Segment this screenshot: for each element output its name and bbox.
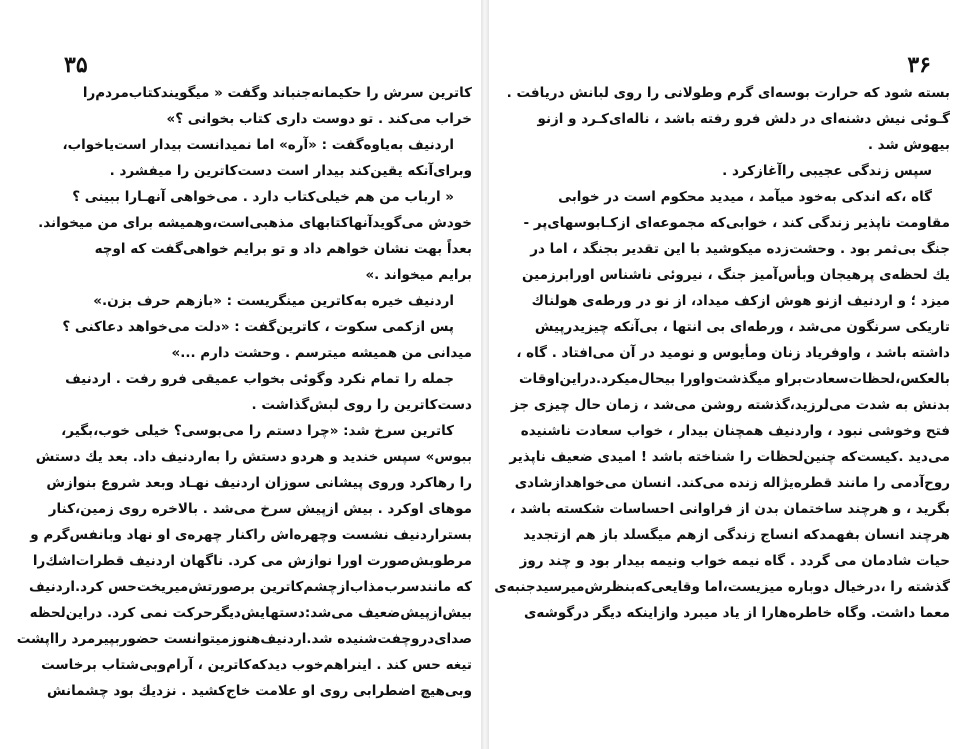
text-line: برايم ميخواند .» [365,267,472,283]
text-line: داشته باشد ، واوفرياد زنان ومأيوس و نوميد در آن می‌افتاد . گاه ، [516,345,950,361]
text-line: هرچند انسان بفهمدكه انساج زندگی ازهم ميگسلد باز هم ازتجديد [523,527,950,543]
text-line: گـوئی نيش دشنه‌ای در دلش فرو رفته باشد ، ناله‌ای‌كـرد و ازنو [537,111,950,127]
text-line: صدای‌دروچفت‌شنيده شد.اردنيف‌هنوزميتوانست حضوربپيرمرد رااپشت [16,631,472,647]
text-line: بستراردنيف نشست وچهره‌اش راكنار چهره‌ی او نهاد وبانفس‌گرم و [30,527,472,543]
text-line: خودش می‌گويدآنها‌كتابهای مذهبی‌است،وهميشه برای من ميخواند. [38,215,472,231]
text-line: كاترين سرش را حكيمانه‌جنباند وگفت « ميگويندكتاب‌مردم‌را [82,85,472,101]
text-line: روح‌آدمی را مانند قطره‌یژاله زنده می‌كند. انسان می‌خواهدازشادی [514,475,950,491]
text-line: بيش‌ازپيش‌ضعيف می‌شد:دستهايش‌ديگرحركت نمی كرد. دراين‌لحظه [29,605,472,621]
text-line: جنگ بی‌ثمر بود . وحشت‌زده ميكوشيد با اين تقدير بجنگد ، اما در [530,241,950,257]
right-page [488,0,961,749]
text-line: بدنش به شدت می‌لرزيد،گذشته روشن می‌شد ، زمان حال چيزی جز [511,397,950,413]
text-line: معما داشت. وگاه خاطره‌هارا از ياد ميبرد وازاينكه ديگر درگوشه‌ی [524,605,950,621]
text-line: دست‌كاترين را روی لبش‌گذاشت . [251,397,472,413]
text-line: اردنيف به‌ياوه‌گفت : «آره» اما نميدانست بيدار است‌ياخواب، [62,137,454,153]
text-line: سپس زندگی عجيبی راآغازكرد . [722,163,932,179]
text-line: گذشته را ،درخيال دوباره ميزيست،اما وقايعی‌كه‌بنظرش‌ميرسيدجنبه‌ی [494,579,950,595]
text-line: را رهاكرد وروی پيشانی سوزان اردنيف نهـاد وبعد شروع بنوازش [46,475,472,491]
text-line: بگريد ، و هرچند ساختمان بدن از فراوانی احساسات شكسته باشد ، [510,501,950,517]
text-line: يك لحظه‌ی پرهيجان وبأس‌آميز جنگ ، نيروئی ناشناس اورابرزمين [521,267,950,283]
text-line: ببوس» سپس خنديد و هردو دستش را به‌اردنيف داد. بعد يك دستش [35,449,472,465]
text-line: ميزد ؛ و اردنيف ازنو هوش ازكف ميداد، از نو در ورطه‌ی هولناك [531,293,950,309]
text-line: بسته شود كه حرارت بوسه‌ای گرم وطولانی را روی لبانش دريافت . [506,85,950,101]
text-line: خراب می‌كند . تو دوست داری كتاب بخوانی ؟» [166,111,472,127]
text-line: پس ازكمی سكوت ، كاترين‌گفت : «دلت می‌خواهد دعاكنی ؟ [62,319,454,335]
text-line: تاريكی سرنگون می‌شد ، ورطه‌ای بی انتها ، بی‌آنكه چيزیدرپيش [534,319,950,335]
text-line: حيات شادمان می گردد . گاه نيمه خواب ونيمه بيدار بود و چند روز [519,553,950,569]
page-number: ۳۵ [64,52,88,78]
text-line: « ارباب من هم خيلی‌كتاب دارد . می‌خواهی آنهـا‌را ببينی ؟ [72,189,454,205]
text-line: مرطوبش‌صورت اورا نوازش می كرد. ناگهان اردنيف قطرات‌اشك‌را [32,553,472,569]
text-line: كه مانندسرب‌مذاب‌ازچشم‌كاترين برصورتش‌ميريخت‌حس كرد.اردنيف [29,579,472,595]
text-line: كاترين سرخ شد: «چرا دستم را می‌بوسی؟ خيلی خوب،بگير، [61,423,454,439]
text-line: بالعكس،لحظات‌سعادت‌براو ميگذشت‌واورا بيحال‌ميكرد.دراين‌اوقات [518,371,950,387]
text-line: اردنيف خيره به‌كاترين مينگريست : «بازهم حرف بزن.» [93,293,454,309]
page-body [494,80,950,626]
page-number: ۳۶ [907,52,931,78]
text-line: مقاومت ناپذير زندگی كند ، خوابی‌كه مجموعه‌ای ازكـابوسهای‌پر - [523,215,950,231]
text-line: می‌ديد .كيست‌كه چنين‌لحظات را شناخته باشد ! اميدی ضعيف ناپذير [509,449,950,465]
text-line: موهای اوكرد . بيش ازپيش سرخ می‌شد . بالاخره روی زمين،كنار [48,501,472,517]
text-line: بيهوش شد . [867,137,950,153]
text-line: وبرای‌آنكه يقين‌كند بيدار است دست‌كاترين را ميفشرد . [109,163,472,179]
text-line: تيغه حس كند . اينراهم‌خوب ديدكه‌كاترين ، آرام‌وبی‌شتاب برخاست [41,657,472,673]
text-line: فتح وخوشی نبود ، واردنيف همچنان بيدار ، خواب سعادت ناشنيده [520,423,950,439]
text-line: جمله را تمام نكرد وگوئی بخواب عميقی فرو رفت . اردنيف [65,371,454,387]
text-line: بعداً بهت نشان خواهم داد و تو برايم خواهی‌گفت كه اوچه [94,241,472,257]
text-line: وبی‌هيچ اضطرابی روی او علامت خاج‌كشيد . نزديك بود چشمانش [46,683,472,699]
page-body [16,80,472,704]
text-line: ميدانی من هميشه ميترسم . وحشت دارم ...» [171,345,472,361]
text-line: گاه ،كه اندكی به‌خود ميآمد ، ميديد محكوم است در خوابی [558,189,932,205]
